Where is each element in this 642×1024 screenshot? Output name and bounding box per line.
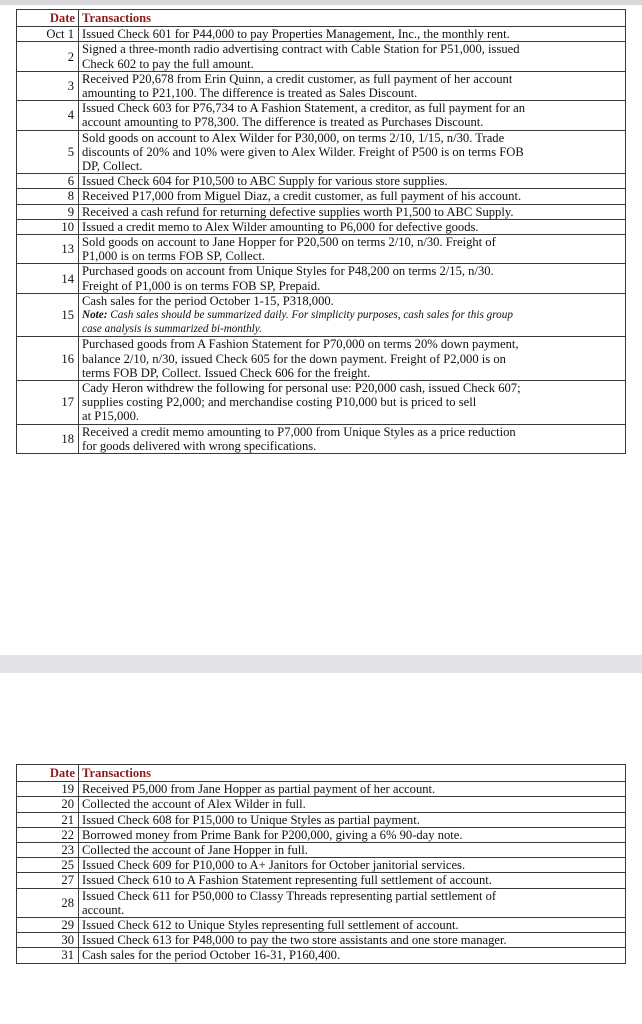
table-row — [17, 204, 626, 219]
transaction-date: 28 — [17, 888, 79, 917]
transaction-description — [79, 948, 626, 963]
transaction-date: 25 — [17, 858, 79, 873]
transaction-description — [79, 827, 626, 842]
transaction-date: 23 — [17, 843, 79, 858]
transaction-description — [79, 130, 626, 174]
description-line: Purchased goods on account from Unique Styles for P48,200 on terms 2/15, n/30. — [82, 264, 494, 279]
table-row — [17, 27, 626, 42]
transaction-date: 31 — [17, 948, 79, 963]
description-line: balance 2/10, n/30, issued Check 605 for the down payment. Freight of P2,000 is on — [82, 351, 506, 366]
transaction-date: 19 — [17, 782, 79, 797]
description-line: Received P5,000 from Jane Hopper as partial payment of her account. — [82, 782, 436, 797]
note-line — [82, 322, 622, 336]
table-row — [17, 782, 626, 797]
transactions-column-header: Transactions — [79, 765, 626, 782]
table-row — [17, 337, 626, 381]
table-row — [17, 219, 626, 234]
transaction-date: 27 — [17, 873, 79, 888]
transaction-date: 2 — [17, 42, 79, 71]
note-line — [82, 308, 622, 322]
transaction-description — [79, 293, 626, 337]
transaction-date: 30 — [17, 933, 79, 948]
table-row — [17, 933, 626, 948]
transaction-date: 6 — [17, 174, 79, 189]
description-line: discounts of 20% and 10% were given to Alex Wilder. Freight of P500 is on terms FOB — [82, 144, 524, 159]
transaction-date: 20 — [17, 797, 79, 812]
transaction-note — [82, 308, 622, 336]
description-line: Cash sales for the period October 16-31, P160,400. — [82, 948, 341, 963]
description-line: for goods delivered with wrong specifications. — [82, 438, 317, 453]
transaction-date: 4 — [17, 101, 79, 130]
transaction-date: 16 — [17, 337, 79, 381]
transaction-description — [79, 424, 626, 453]
table-row — [17, 948, 626, 963]
description-line: Issued Check 601 for P44,000 to pay Properties Management, Inc., the monthly rent. — [82, 27, 510, 42]
transaction-date: 17 — [17, 381, 79, 425]
transaction-description — [79, 189, 626, 204]
description-line: account amounting to P78,300. The difference is treated as Purchases Discount. — [82, 115, 484, 130]
transaction-date: 8 — [17, 189, 79, 204]
description-line: Collected the account of Jane Hopper in full. — [82, 843, 308, 858]
description-line: supplies costing P2,000; and merchandise costing P10,000 but is priced to sell — [82, 395, 477, 410]
transaction-description — [79, 797, 626, 812]
table-header-row — [17, 10, 626, 27]
description-line: Received P17,000 from Miguel Diaz, a credit customer, as full payment of his account. — [82, 189, 522, 204]
transaction-date: 9 — [17, 204, 79, 219]
transaction-description — [79, 843, 626, 858]
table-row — [17, 381, 626, 425]
description-line: Issued Check 609 for P10,000 to A+ Janitors for October janitorial services. — [82, 858, 466, 873]
description-line: Cash sales for the period October 1-15, P318,000. — [82, 293, 334, 308]
description-line: Received P20,678 from Erin Quinn, a credit customer, as full payment of her account — [82, 71, 513, 86]
description-line: Issued Check 613 for P48,000 to pay the two store assistants and one store manager. — [82, 933, 507, 948]
transaction-description — [79, 337, 626, 381]
description-line: DP, Collect. — [82, 159, 143, 174]
description-line: Sold goods on account to Alex Wilder for P30,000, on terms 2/10, 1/15, n/30. Trade — [82, 130, 505, 145]
page-separator — [0, 655, 642, 673]
table-row — [17, 235, 626, 264]
transaction-description — [79, 174, 626, 189]
table-row — [17, 101, 626, 130]
transaction-date: Oct 1 — [17, 27, 79, 42]
transaction-date: 5 — [17, 130, 79, 174]
description-line: Issued Check 603 for P76,734 to A Fashion Statement, a creditor, as full payment for an — [82, 101, 525, 116]
description-line: Issued Check 608 for P15,000 to Unique Styles as partial payment. — [82, 812, 420, 827]
transactions-table-2-body — [17, 782, 626, 963]
table-row — [17, 174, 626, 189]
transaction-date: 21 — [17, 812, 79, 827]
description-line: terms FOB DP, Collect. Issued Check 606 for the freight. — [82, 365, 371, 380]
note-text: case analysis is summarized bi-monthly. — [82, 323, 262, 336]
top-divider-bar — [0, 0, 642, 5]
description-line: Issued Check 604 for P10,500 to ABC Supply for various store supplies. — [82, 174, 448, 189]
description-line: P1,000 is on terms FOB SP, Collect. — [82, 249, 265, 264]
transaction-date: 13 — [17, 235, 79, 264]
description-line: Sold goods on account to Jane Hopper for P20,500 on terms 2/10, n/30. Freight of — [82, 235, 496, 250]
description-line: Issued Check 611 for P50,000 to Classy Threads representing partial settlement of — [82, 888, 497, 903]
transaction-description — [79, 782, 626, 797]
transaction-description — [79, 235, 626, 264]
transaction-date: 18 — [17, 424, 79, 453]
description-line: Issued Check 610 to A Fashion Statement representing full settlement of account. — [82, 873, 492, 888]
transaction-date: 22 — [17, 827, 79, 842]
description-line: amounting to P21,100. The difference is treated as Sales Discount. — [82, 86, 418, 101]
table-row — [17, 873, 626, 888]
transaction-description — [79, 381, 626, 425]
transaction-description — [79, 264, 626, 293]
table-row — [17, 918, 626, 933]
note-label: Note: — [82, 309, 108, 322]
transaction-description — [79, 101, 626, 130]
transaction-date: 3 — [17, 71, 79, 100]
table-row — [17, 264, 626, 293]
transaction-date: 14 — [17, 264, 79, 293]
description-line: Cady Heron withdrew the following for personal use: P20,000 cash, issued Check 607; — [82, 381, 521, 396]
table-row — [17, 843, 626, 858]
table-row — [17, 42, 626, 71]
transaction-description — [79, 812, 626, 827]
description-line: at P15,000. — [82, 409, 140, 424]
description-line: Issued a credit memo to Alex Wilder amounting to P6,000 for defective goods. — [82, 219, 479, 234]
description-line: account. — [82, 902, 125, 917]
transactions-table-1-body — [17, 27, 626, 454]
table-row — [17, 797, 626, 812]
table-row — [17, 71, 626, 100]
description-line: Received a cash refund for returning defective supplies worth P1,500 to ABC Supply. — [82, 204, 514, 219]
transaction-description — [79, 888, 626, 917]
table-row — [17, 888, 626, 917]
description-line: Freight of P1,000 is on terms FOB SP, Prepaid. — [82, 278, 321, 293]
transaction-description — [79, 858, 626, 873]
transaction-description — [79, 71, 626, 100]
description-line: Purchased goods from A Fashion Statement for P70,000 on terms 20% down payment, — [82, 337, 519, 352]
table-header-row — [17, 765, 626, 782]
transaction-description — [79, 933, 626, 948]
table-row — [17, 189, 626, 204]
transaction-description — [79, 27, 626, 42]
note-text: Cash sales should be summarized daily. For simplicity purposes, cash sales for this group — [107, 309, 513, 322]
transaction-description — [79, 42, 626, 71]
table-row — [17, 812, 626, 827]
transactions-table-1 — [16, 9, 626, 454]
transaction-description — [79, 204, 626, 219]
description-line: Signed a three-month radio advertising contract with Cable Station for P51,000, issued — [82, 42, 520, 57]
table-row — [17, 827, 626, 842]
transaction-description — [79, 873, 626, 888]
table-row — [17, 293, 626, 337]
description-line: Issued Check 612 to Unique Styles representing full settlement of account. — [82, 918, 459, 933]
transaction-description — [79, 918, 626, 933]
description-line: Check 602 to pay the full amount. — [82, 56, 254, 71]
description-line: Collected the account of Alex Wilder in full. — [82, 797, 306, 812]
transaction-date: 29 — [17, 918, 79, 933]
date-column-header: Date — [17, 765, 79, 782]
date-column-header: Date — [17, 10, 79, 27]
transaction-description — [79, 219, 626, 234]
transactions-table-2 — [16, 764, 626, 964]
description-line: Received a credit memo amounting to P7,000 from Unique Styles as a price reduction — [82, 424, 516, 439]
transactions-column-header: Transactions — [79, 10, 626, 27]
transaction-date: 10 — [17, 219, 79, 234]
description-line: Borrowed money from Prime Bank for P200,000, giving a 6% 90-day note. — [82, 827, 463, 842]
table-row — [17, 858, 626, 873]
transaction-date: 15 — [17, 293, 79, 337]
table-row — [17, 130, 626, 174]
table-row — [17, 424, 626, 453]
